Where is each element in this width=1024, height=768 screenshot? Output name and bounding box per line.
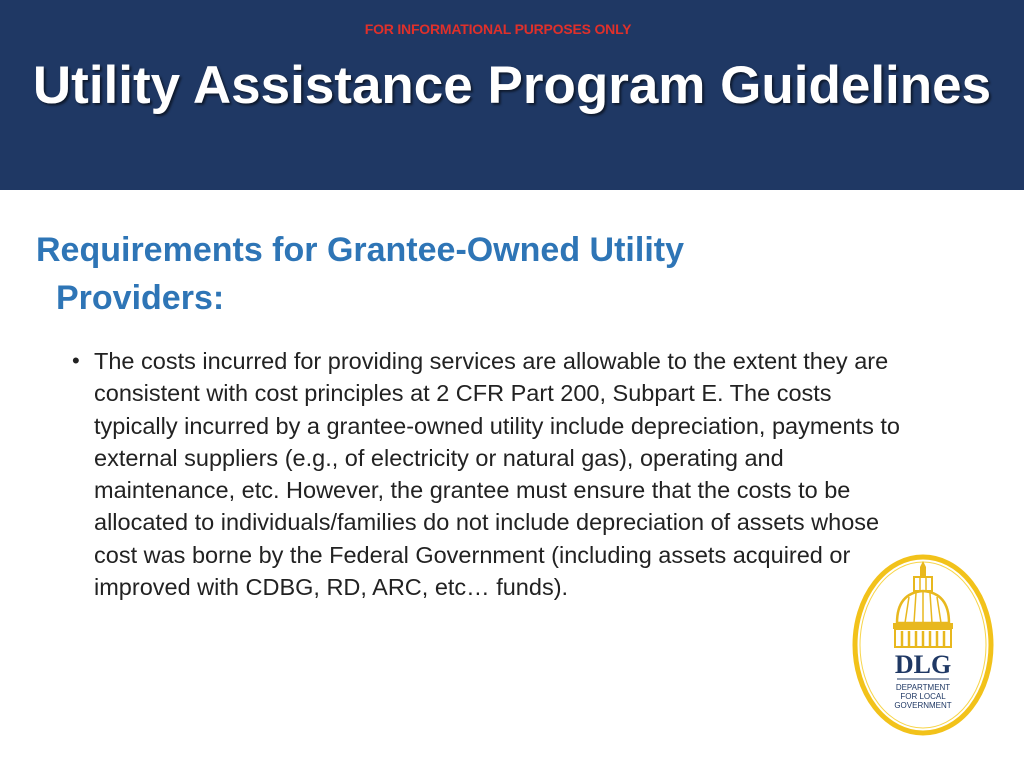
title-banner bbox=[0, 0, 1024, 190]
bullet-text: The costs incurred for providing services are allowable to the extent they are consistent with cost principles at 2 CFR Part 200, Subpart E. The costs typically incurred by a grantee-owned utility include depreciation, payments to external suppliers (e.g., of electricity or natural gas), operating and maintenance, etc. However, the grantee must ensure that the costs to be allocated to individuals/families do not include depreciation of assets whose cost was borne by the Federal Government (including assets acquired or improved with CDBG, RD, ARC, etc… funds). bbox=[94, 348, 900, 601]
disclaimer-text: FOR INFORMATIONAL PURPOSES ONLY bbox=[364, 21, 632, 37]
dlg-seal-graphic bbox=[851, 553, 995, 737]
dlg-logo bbox=[851, 553, 995, 737]
section-heading-line1: Requirements for Grantee-Owned Utility bbox=[36, 231, 684, 269]
bullet-marker: • bbox=[72, 348, 80, 373]
logo-name-line1: DEPARTMENT bbox=[895, 683, 951, 692]
bullet-list bbox=[72, 345, 908, 603]
section-heading-line2: Providers: bbox=[56, 279, 225, 317]
section-heading bbox=[36, 226, 836, 322]
logo-name-line2: FOR LOCAL bbox=[900, 692, 946, 701]
list-item bbox=[72, 345, 908, 603]
slide-title: Utility Assistance Program Guidelines bbox=[32, 56, 992, 115]
logo-name-line3: GOVERNMENT bbox=[894, 701, 952, 710]
logo-acronym: DLG bbox=[894, 650, 952, 679]
